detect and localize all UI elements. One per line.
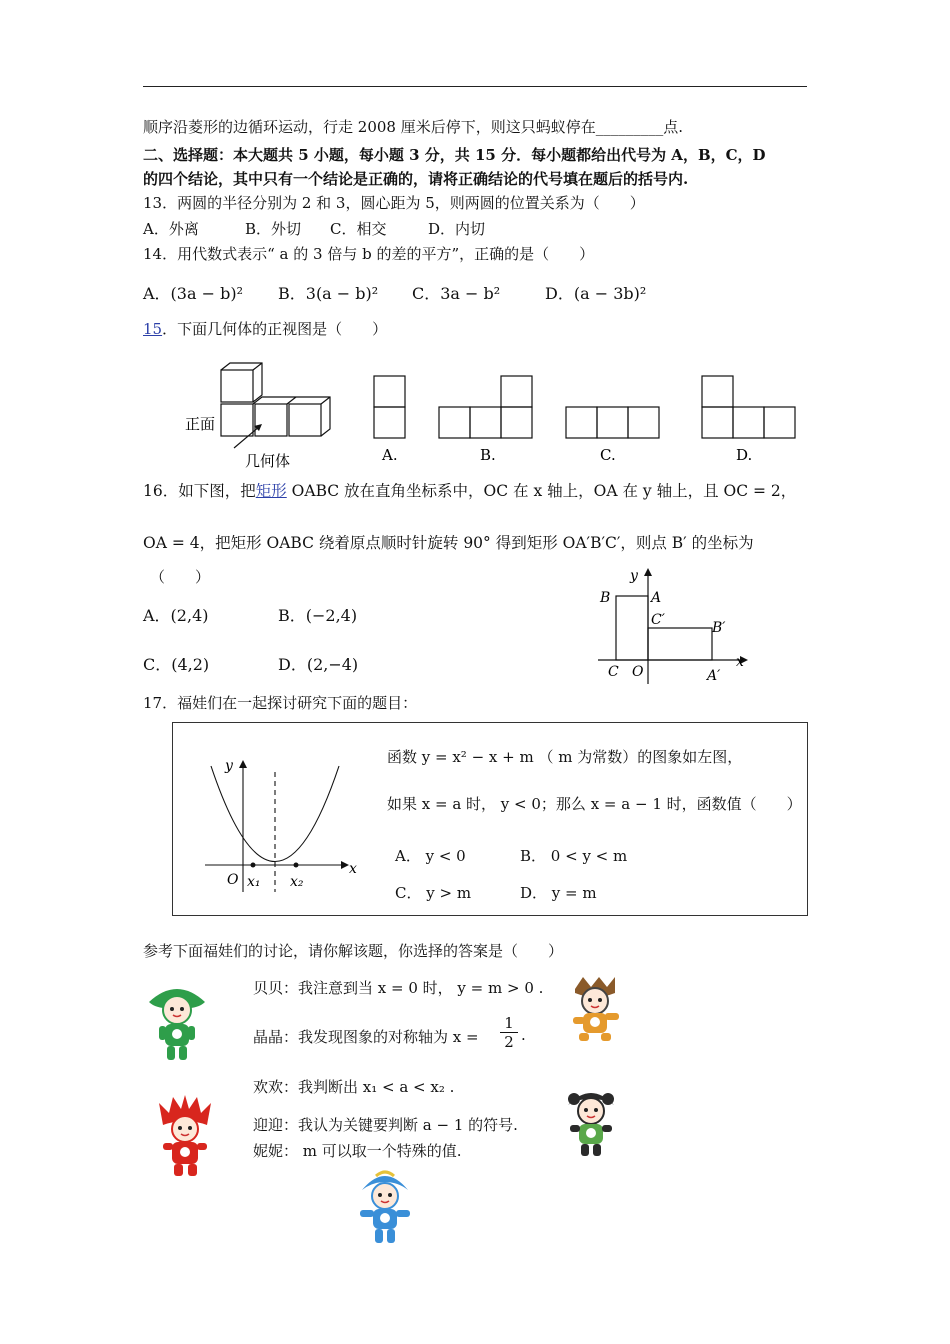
solid-bottom-cube-3 xyxy=(289,404,321,436)
q17-box-line1: 函数 y = x² − x + m （ m 为常数）的图象如左图， xyxy=(387,748,743,766)
beibei-line: 贝贝：我注意到当 x = 0 时， y = m > 0 . xyxy=(253,979,544,997)
front-label: 正面 xyxy=(185,415,216,433)
jingjing-period: . xyxy=(521,1026,526,1044)
rect-oabc xyxy=(616,596,648,660)
q14-option-c: C．3a − b² xyxy=(412,284,501,303)
graph-x-arrow xyxy=(341,861,349,869)
q17-option-c: C． y > m xyxy=(395,884,472,902)
nini-line: 妮妮： m 可以取一个特殊的值. xyxy=(253,1142,462,1160)
q17-box-line2: 如果 x = a 时， y < 0；那么 x = a − 1 时，函数值（ ） xyxy=(387,795,802,813)
q17-stem: 17．福娃们在一起探讨研究下面的题目： xyxy=(143,694,418,712)
body-label: 几何体 xyxy=(245,452,291,470)
q16-option-b: B．(−2,4) xyxy=(278,606,358,625)
label-y: y xyxy=(630,568,638,584)
option-a-square-2 xyxy=(374,407,405,438)
yingying-mascot-image xyxy=(560,1085,622,1160)
q16-line1 xyxy=(143,479,796,501)
graph-label-x2: x₂ xyxy=(290,874,304,890)
top-rule xyxy=(143,86,807,87)
label-C-prime: C′ xyxy=(651,612,665,628)
q13-option-d: D．内切 xyxy=(428,220,486,238)
q15-number-link[interactable]: 15 xyxy=(143,320,163,338)
option-d-square-top xyxy=(702,376,733,407)
graph-y-arrow xyxy=(239,760,247,768)
q16-option-d: D．(2,−4) xyxy=(278,655,359,674)
q13-option-a: A．外离 xyxy=(143,220,199,238)
solid-top-cube-front xyxy=(221,370,253,402)
q17-option-b: B． 0 < y < m xyxy=(520,847,628,865)
section2-heading-line2: 的四个结论，其中只有一个结论是正确的，请将正确结论的代号填在题后的括号内. xyxy=(143,170,689,188)
q16-line2: OA = 4，把矩形 OABC 绕着原点顺时针旋转 90° 得到矩形 OA′B′C′，则点 B′ 的坐标为 xyxy=(143,534,754,552)
fraction-denominator: 2 xyxy=(500,1032,518,1051)
q16-line1-end: OABC 放在直角坐标系中，OC 在 x 轴上，OA 在 y 轴上，且 OC = 2， xyxy=(286,482,797,500)
nini-mascot-image xyxy=(352,1168,418,1248)
front-arrow xyxy=(234,426,260,448)
option-b-label: B. xyxy=(480,446,496,464)
discussion-prompt: 参考下面福娃们的讨论，请你解该题，你选择的答案是（ ） xyxy=(143,942,564,960)
graph-label-O: O xyxy=(227,872,239,888)
beibei-mascot-image xyxy=(145,980,209,1062)
label-O: O xyxy=(632,664,644,680)
label-A-prime: A′ xyxy=(707,668,721,684)
huanhuan-line: 欢欢：我判断出 x₁ < a < x₂ . xyxy=(253,1078,455,1096)
jingjing-fraction xyxy=(500,1014,518,1051)
label-B: B xyxy=(600,590,611,606)
section2-heading-line1: 二、选择题：本大题共 5 小题，每小题 3 分，共 15 分．每小题都给出代号为 A，B，C，D xyxy=(143,146,766,164)
q17-option-a: A． y < 0 xyxy=(395,847,466,865)
rectangle-link[interactable]: 矩形 xyxy=(255,482,287,500)
intro-line: 顺序沿菱形的边循环运动，行走 2008 厘米后停下，则这只蚂蚁停在_________点. xyxy=(143,118,683,136)
jingjing-text: 晶晶：我发现图象的对称轴为 x = xyxy=(253,1028,479,1046)
jingjing-mascot-image xyxy=(565,975,625,1050)
q15-stem: ．下面几何体的正视图是（ ） xyxy=(162,320,388,338)
option-c-square-3 xyxy=(628,407,659,438)
label-x: x xyxy=(736,654,744,670)
option-d-square-1 xyxy=(702,407,733,438)
q17-option-d: D． y = m xyxy=(520,884,597,902)
huanhuan-mascot-image xyxy=(155,1095,215,1180)
q14-option-d: D．(a − 3b)² xyxy=(545,284,647,303)
option-c-square-2 xyxy=(597,407,628,438)
q15-solid-figure xyxy=(221,363,330,448)
q14-option-b: B．3(a − b)² xyxy=(278,284,379,303)
option-a-square-1 xyxy=(374,376,405,407)
graph-label-y: y xyxy=(225,758,233,774)
label-B-prime: B′ xyxy=(712,620,726,636)
q15-stem-line xyxy=(143,318,387,339)
q16-coordinate-figure xyxy=(590,566,760,686)
option-b-square-1 xyxy=(439,407,470,438)
jingjing-line xyxy=(253,1026,479,1047)
option-b-square-2 xyxy=(470,407,501,438)
graph-label-x1: x₁ xyxy=(247,874,261,890)
q14-option-a: A．(3a − b)² xyxy=(143,284,243,303)
fraction-numerator: 1 xyxy=(504,1014,514,1032)
q16-line1-start: 16．如下图，把 xyxy=(143,482,256,500)
q13-option-b: B．外切 xyxy=(245,220,302,238)
q13-option-c: C．相交 xyxy=(330,220,387,238)
option-d-square-2 xyxy=(733,407,764,438)
q17-parabola-graph xyxy=(195,752,370,897)
option-a-label: A. xyxy=(382,446,398,464)
label-A: A xyxy=(651,590,662,606)
q16-option-a: A．(2,4) xyxy=(143,606,209,625)
label-C: C xyxy=(608,664,619,680)
solid-bottom-cube-1 xyxy=(221,404,253,436)
graph-label-x: x xyxy=(349,861,357,877)
solid-bottom-edges xyxy=(253,397,330,436)
root-x1 xyxy=(251,863,256,868)
option-c-label: C. xyxy=(600,446,616,464)
root-x2 xyxy=(294,863,299,868)
option-b-square-3 xyxy=(501,407,532,438)
rect-oa1b1c1 xyxy=(648,628,712,660)
q15-figure xyxy=(180,360,820,475)
option-d-square-3 xyxy=(764,407,795,438)
q13-stem: 13．两圆的半径分别为 2 和 3，圆心距为 5，则两圆的位置关系为（ ） xyxy=(143,194,645,212)
solid-top-cube-edges xyxy=(221,363,262,402)
option-d-label: D. xyxy=(736,446,753,464)
q14-stem: 14．用代数式表示“ a 的 3 倍与 b 的差的平方”，正确的是（ ） xyxy=(143,245,595,263)
solid-bottom-cube-2 xyxy=(255,404,287,436)
option-c-square-1 xyxy=(566,407,597,438)
q16-paren: （ ） xyxy=(150,568,211,586)
y-arrow xyxy=(644,568,652,576)
q16-option-c: C．(4,2) xyxy=(143,655,210,674)
option-b-square-top xyxy=(501,376,532,407)
yingying-line: 迎迎：我认为关键要判断 a − 1 的符号. xyxy=(253,1116,518,1134)
